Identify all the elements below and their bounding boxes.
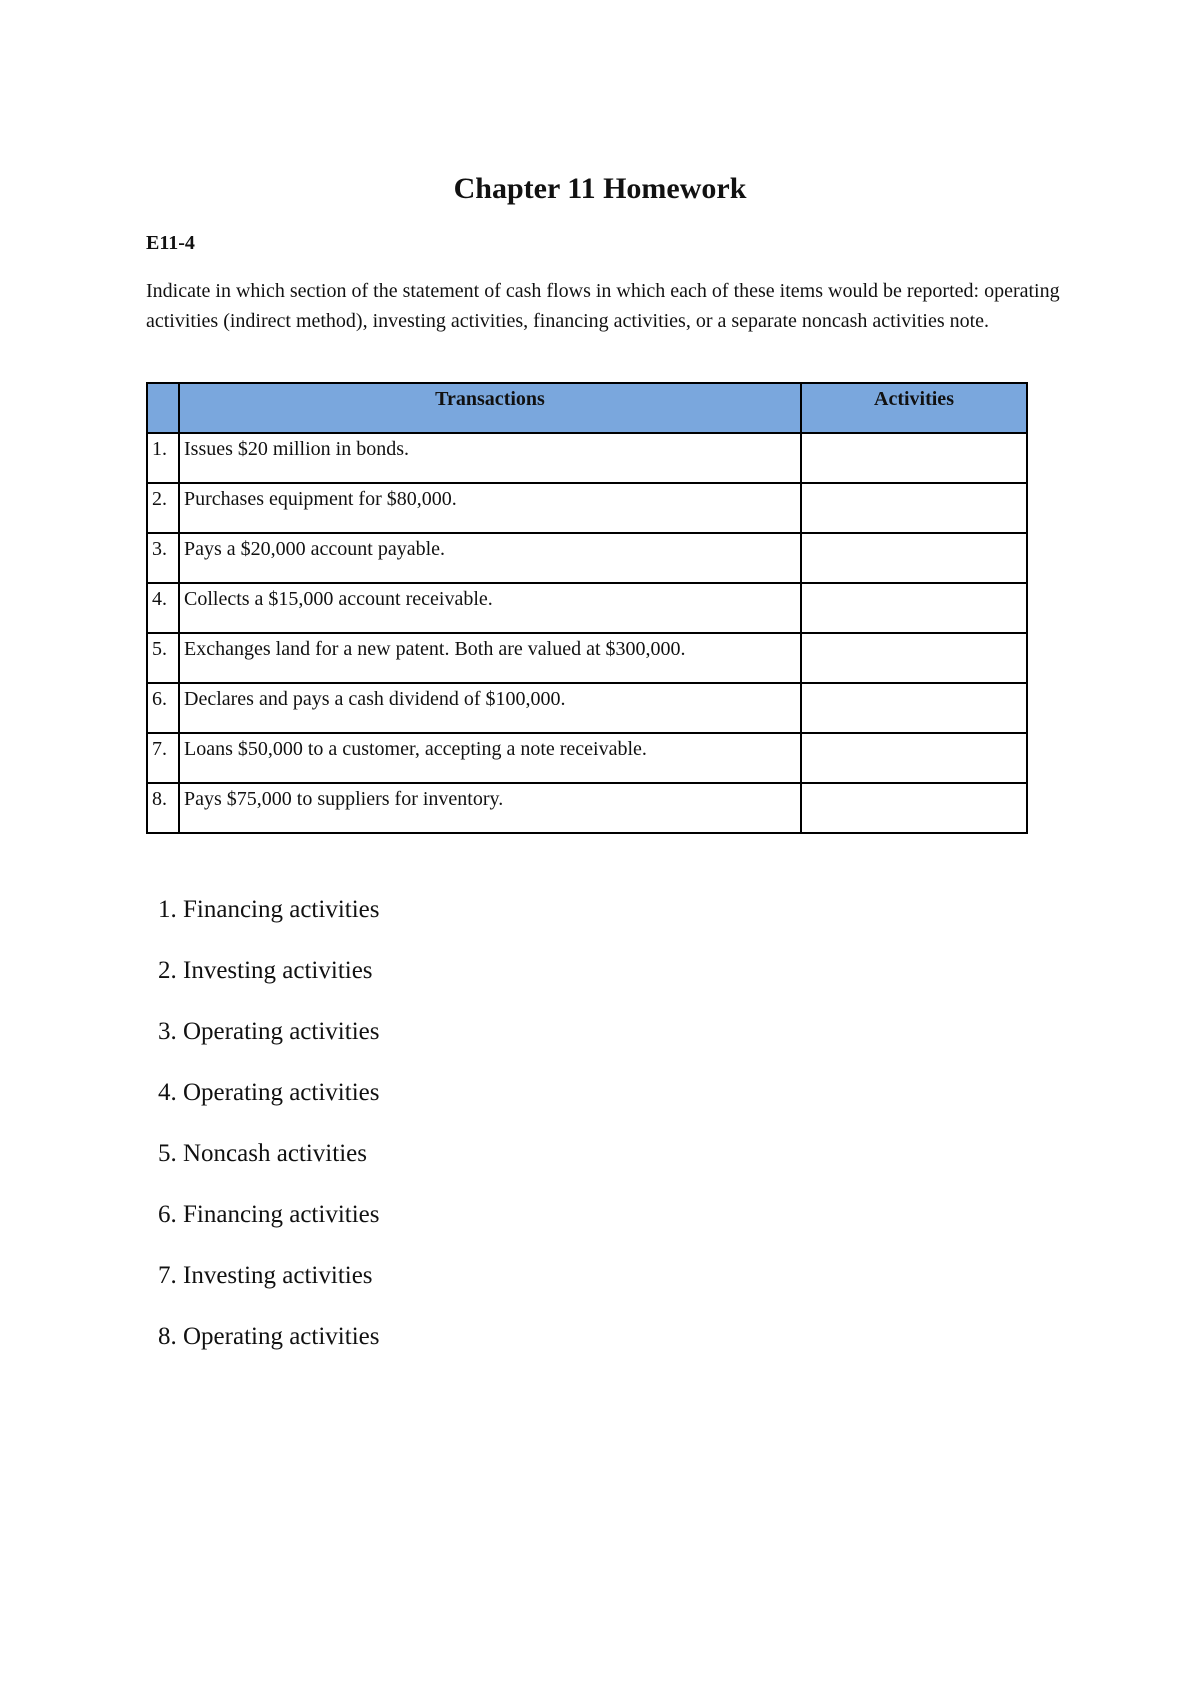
list-item: 6. Financing activities bbox=[158, 1201, 380, 1228]
table-row bbox=[147, 733, 1027, 783]
row-number: 3. bbox=[147, 533, 179, 583]
table-row bbox=[147, 783, 1027, 833]
row-transaction: Collects a $15,000 account receivable. bbox=[179, 583, 801, 633]
row-activity bbox=[801, 533, 1027, 583]
row-activity bbox=[801, 633, 1027, 683]
row-transaction: Issues $20 million in bonds. bbox=[179, 433, 801, 483]
exercise-label: E11-4 bbox=[146, 232, 195, 254]
table-header-row bbox=[147, 383, 1027, 433]
row-number: 5. bbox=[147, 633, 179, 683]
row-activity bbox=[801, 433, 1027, 483]
list-item: 1. Financing activities bbox=[158, 896, 380, 923]
table-row bbox=[147, 583, 1027, 633]
table-row bbox=[147, 483, 1027, 533]
table-row bbox=[147, 683, 1027, 733]
row-transaction: Exchanges land for a new patent. Both are valued at $300,000. bbox=[179, 633, 801, 683]
row-number: 4. bbox=[147, 583, 179, 633]
row-transaction: Pays a $20,000 account payable. bbox=[179, 533, 801, 583]
list-item: 4. Operating activities bbox=[158, 1079, 380, 1106]
row-activity bbox=[801, 483, 1027, 533]
header-transactions: Transactions bbox=[179, 383, 801, 433]
transactions-table bbox=[146, 382, 1028, 834]
row-number: 7. bbox=[147, 733, 179, 783]
list-item: 2. Investing activities bbox=[158, 957, 373, 984]
row-transaction: Purchases equipment for $80,000. bbox=[179, 483, 801, 533]
row-activity bbox=[801, 733, 1027, 783]
row-activity bbox=[801, 683, 1027, 733]
list-item: 7. Investing activities bbox=[158, 1262, 373, 1289]
table-row bbox=[147, 433, 1027, 483]
row-activity bbox=[801, 783, 1027, 833]
row-transaction: Pays $75,000 to suppliers for inventory. bbox=[179, 783, 801, 833]
list-item: 3. Operating activities bbox=[158, 1018, 380, 1045]
row-transaction: Loans $50,000 to a customer, accepting a note receivable. bbox=[179, 733, 801, 783]
header-number bbox=[147, 383, 179, 433]
row-number: 6. bbox=[147, 683, 179, 733]
row-activity bbox=[801, 583, 1027, 633]
instructions-text: Indicate in which section of the statement of cash flows in which each of these items would be reported: operating activities (indirect method), investing activities, financing activities, or a separate noncash activities note. bbox=[146, 280, 1060, 332]
page-title: Chapter 11 Homework bbox=[453, 172, 747, 205]
header-activities: Activities bbox=[801, 383, 1027, 433]
list-item: 5. Noncash activities bbox=[158, 1140, 367, 1167]
row-number: 2. bbox=[147, 483, 179, 533]
row-number: 1. bbox=[147, 433, 179, 483]
row-transaction: Declares and pays a cash dividend of $100,000. bbox=[179, 683, 801, 733]
table-row bbox=[147, 633, 1027, 683]
table-row bbox=[147, 533, 1027, 583]
row-number: 8. bbox=[147, 783, 179, 833]
answers-list bbox=[158, 896, 379, 1384]
list-item: 8. Operating activities bbox=[158, 1323, 380, 1350]
